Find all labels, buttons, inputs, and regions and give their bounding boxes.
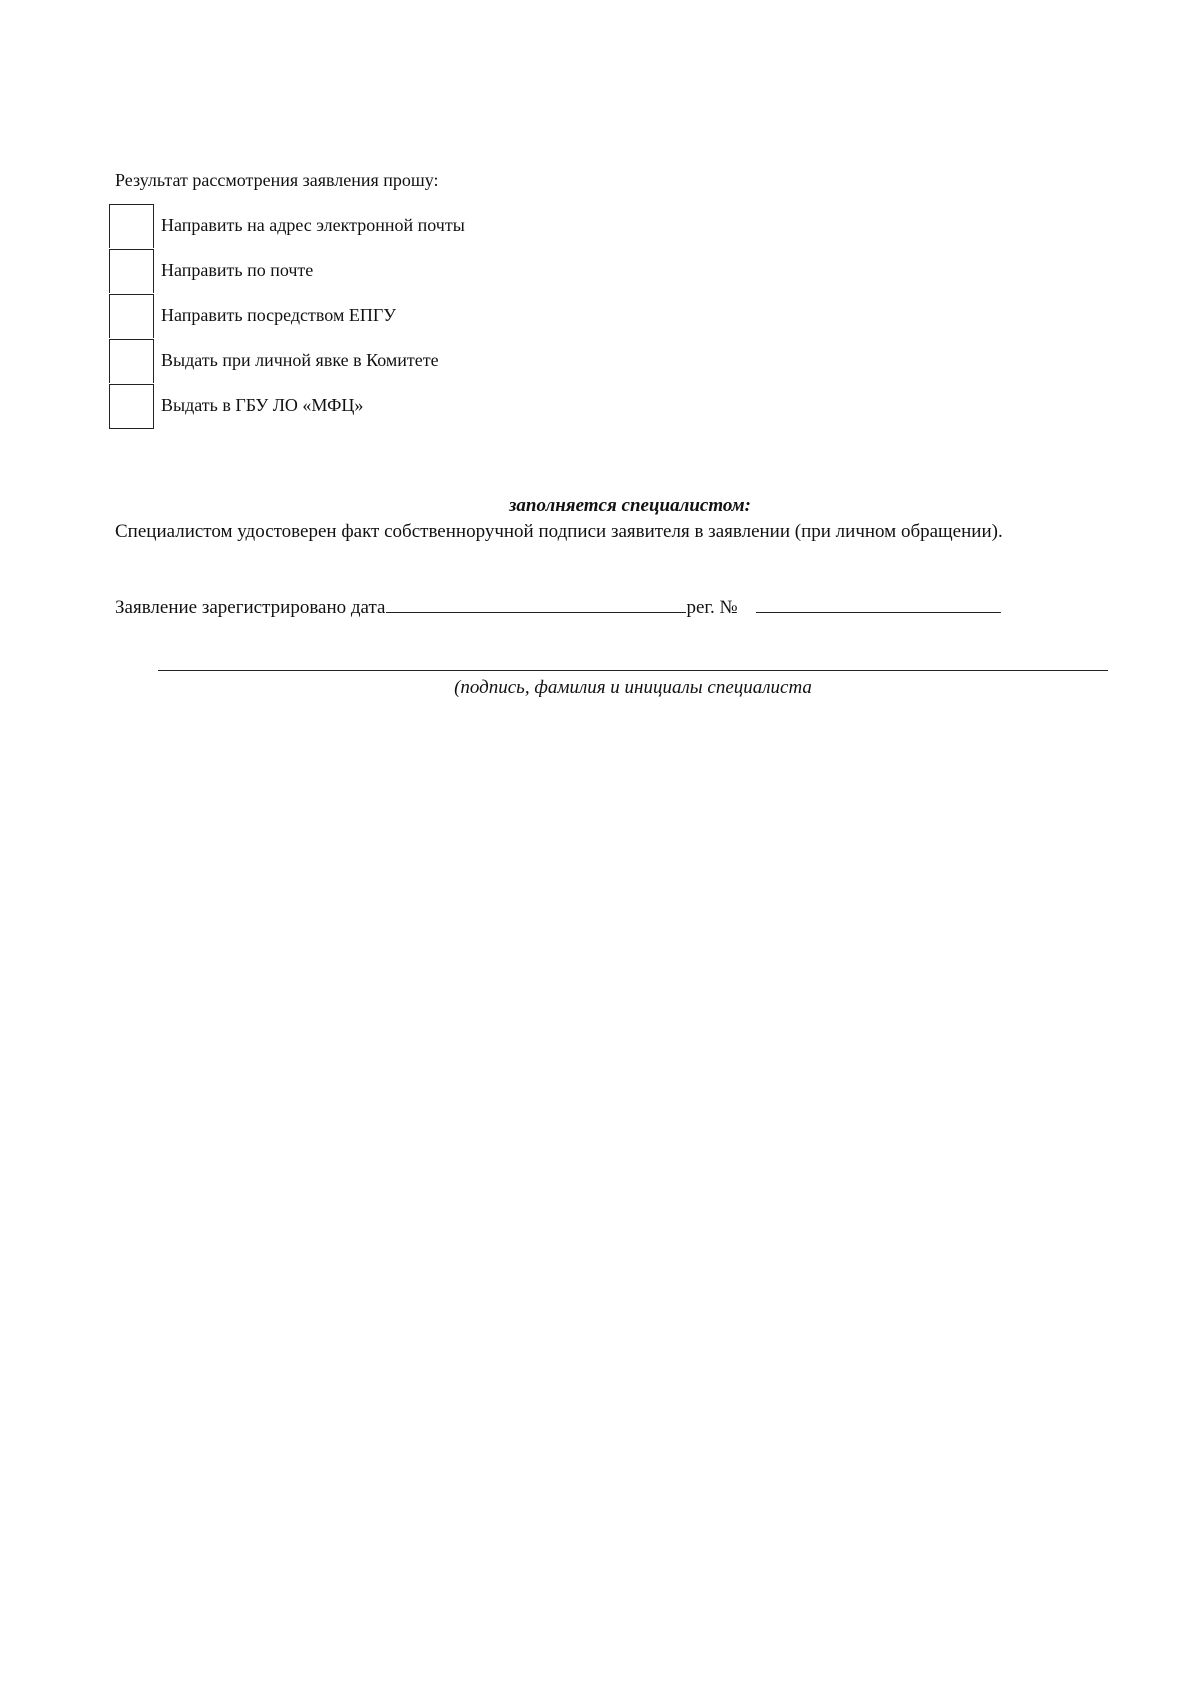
registered-date-label: Заявление зарегистрировано дата: [115, 597, 386, 618]
option-label-epgu: Направить посредством ЕПГУ: [161, 305, 396, 325]
registration-line: [115, 596, 1001, 619]
option-row-email: [109, 204, 609, 249]
specialist-section-heading: заполняется специалистом:: [509, 495, 751, 516]
option-row-post: [109, 249, 609, 294]
specialist-signature-field[interactable]: [158, 670, 1108, 671]
signature-certification-text: Специалистом удостоверен факт собственноручной подписи заявителя в заявлении (при личном обращении).: [115, 521, 1003, 542]
option-checkbox-mfc[interactable]: [109, 384, 154, 429]
result-method-heading: Результат рассмотрения заявления прошу:: [115, 170, 439, 190]
registration-number-field[interactable]: [756, 596, 1001, 613]
option-checkbox-post[interactable]: [109, 249, 154, 293]
option-label-post: Направить по почте: [161, 260, 314, 280]
option-checkbox-email[interactable]: [109, 204, 154, 248]
result-method-options: [109, 204, 609, 429]
signature-caption: (подпись, фамилия и инициалы специалиста: [454, 677, 812, 698]
option-row-mfc: [109, 384, 609, 429]
registration-number-label: рег. №: [686, 597, 738, 618]
registration-date-field[interactable]: [386, 596, 686, 613]
option-checkbox-epgu[interactable]: [109, 294, 154, 338]
option-label-email: Направить на адрес электронной почты: [161, 215, 465, 235]
option-row-epgu: [109, 294, 609, 339]
option-checkbox-committee[interactable]: [109, 339, 154, 383]
option-row-committee: [109, 339, 609, 384]
option-label-committee: Выдать при личной явке в Комитете: [161, 350, 439, 370]
option-label-mfc: Выдать в ГБУ ЛО «МФЦ»: [161, 395, 364, 415]
